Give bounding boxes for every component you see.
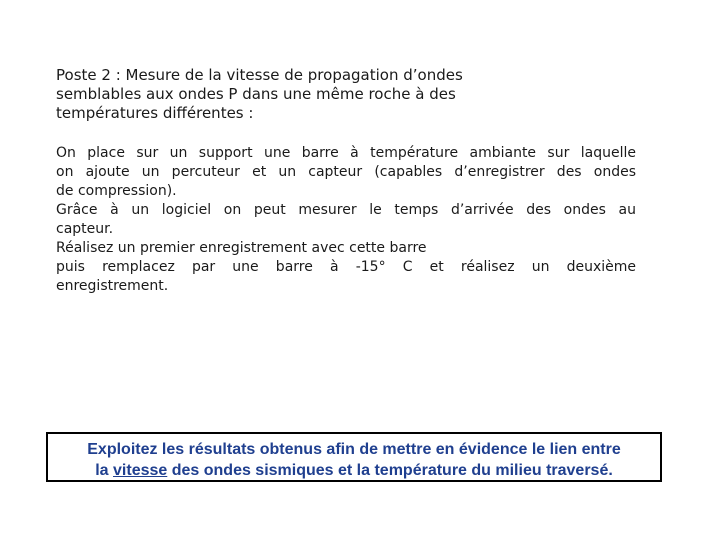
paragraph-line: Grâce à un logiciel on peut mesurer le temps d’arrivée des ondes au bbox=[56, 202, 636, 218]
instruction-text: la bbox=[95, 462, 114, 479]
paragraph-line: On place sur un support une barre à température ambiante sur laquelle bbox=[56, 145, 636, 161]
paragraph-line: Réalisez un premier enregistrement avec cette barre bbox=[56, 240, 427, 256]
section-title bbox=[56, 66, 616, 123]
instruction-line-1: Exploitez les résultats obtenus afin de mettre en évidence le lien entre bbox=[87, 441, 621, 458]
protocol-paragraph bbox=[56, 144, 636, 296]
paragraph-line: enregistrement. bbox=[56, 278, 169, 294]
instruction-box bbox=[46, 432, 662, 482]
instruction-line-2 bbox=[48, 460, 660, 481]
title-line: semblables aux ondes P dans une même roche à des bbox=[56, 85, 456, 103]
instruction-text: des ondes sismiques et la température du milieu traversé. bbox=[167, 462, 613, 479]
title-line: Poste 2 : Mesure de la vitesse de propagation d’ondes bbox=[56, 66, 463, 84]
paragraph-line: de compression). bbox=[56, 183, 177, 199]
paragraph-line: puis remplacez par une barre à -15° C et réalisez un deuxième bbox=[56, 259, 636, 275]
paragraph-line: capteur. bbox=[56, 221, 114, 237]
paragraph-line: on ajoute un percuteur et un capteur (capables d’enregistrer des ondes bbox=[56, 164, 636, 180]
title-line: températures différentes : bbox=[56, 104, 254, 122]
underlined-word: vitesse bbox=[113, 462, 168, 479]
